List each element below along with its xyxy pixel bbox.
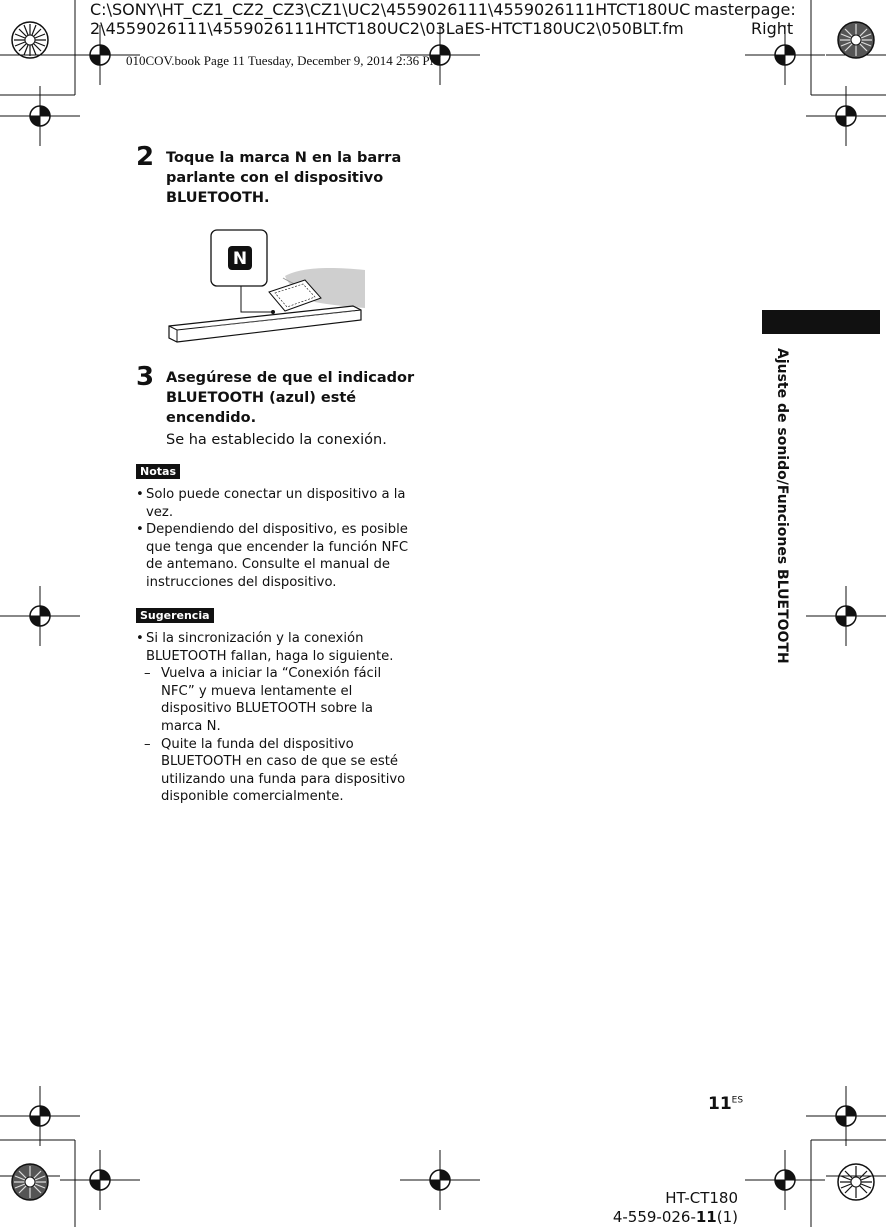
- step-number: 3: [136, 362, 155, 392]
- masterpage-value: Right: [751, 19, 794, 38]
- footer-code: 4-559-026-11(1): [612, 1208, 738, 1226]
- footer-model: HT-CT180: [665, 1189, 738, 1207]
- list-item: • Dependiendo del dispositivo, es posible que tenga que encender la función NFC de antemano. Consulte el manual de instrucciones del dispositivo.: [136, 522, 409, 590]
- tip-list: [136, 630, 416, 806]
- step-instruction: Asegúrese de que el indicador BLUETOOTH (azul) esté encendido.: [166, 370, 415, 426]
- step-instruction: Toque la marca N en la barra parlante con el dispositivo BLUETOOTH.: [166, 150, 402, 206]
- book-info: 010COV.book Page 11 Tuesday, December 9, 2014 2:36 PM: [126, 53, 442, 68]
- list-item: • Solo puede conectar un dispositivo a la vez.: [136, 487, 406, 520]
- step-result: Se ha establecido la conexión.: [166, 432, 387, 448]
- file-path-line-2: 2\4559026111\4559026111HTCT180UC2\03LaES-HTCT180UC2\050BLT.fm: [90, 19, 684, 38]
- list-item: • Si la sincronización y la conexión BLUETOOTH fallan, haga lo siguiente.: [136, 631, 394, 664]
- file-path-line-1: C:\SONY\HT_CZ1_CZ2_CZ3\CZ1\UC2\4559026111\4559026111HTCT180UC: [90, 0, 691, 19]
- step-number: 2: [136, 142, 155, 172]
- notes-list: [136, 486, 416, 592]
- masterpage-label: masterpage:: [694, 0, 796, 19]
- page-number: $11^{ES}$: [708, 1094, 744, 1114]
- notes-badge: Notas: [136, 464, 180, 479]
- nfc-touch-illustration: [165, 226, 370, 351]
- section-side-title: Ajuste de sonido/Funciones BLUETOOTH: [774, 348, 790, 664]
- tip-badge: Sugerencia: [136, 608, 214, 623]
- list-subitem: – Vuelva a iniciar la “Conexión fácil NFC” y mueva lentamente el dispositivo BLUETOOTH sobre la marca N.: [144, 666, 382, 734]
- svg-text:N: N: [232, 249, 248, 269]
- list-subitem: – Quite la funda del dispositivo BLUETOOTH en caso de que se esté utilizando una funda para dispositivo disponible comercialmente.: [144, 736, 406, 805]
- section-tab-marker: [762, 310, 880, 334]
